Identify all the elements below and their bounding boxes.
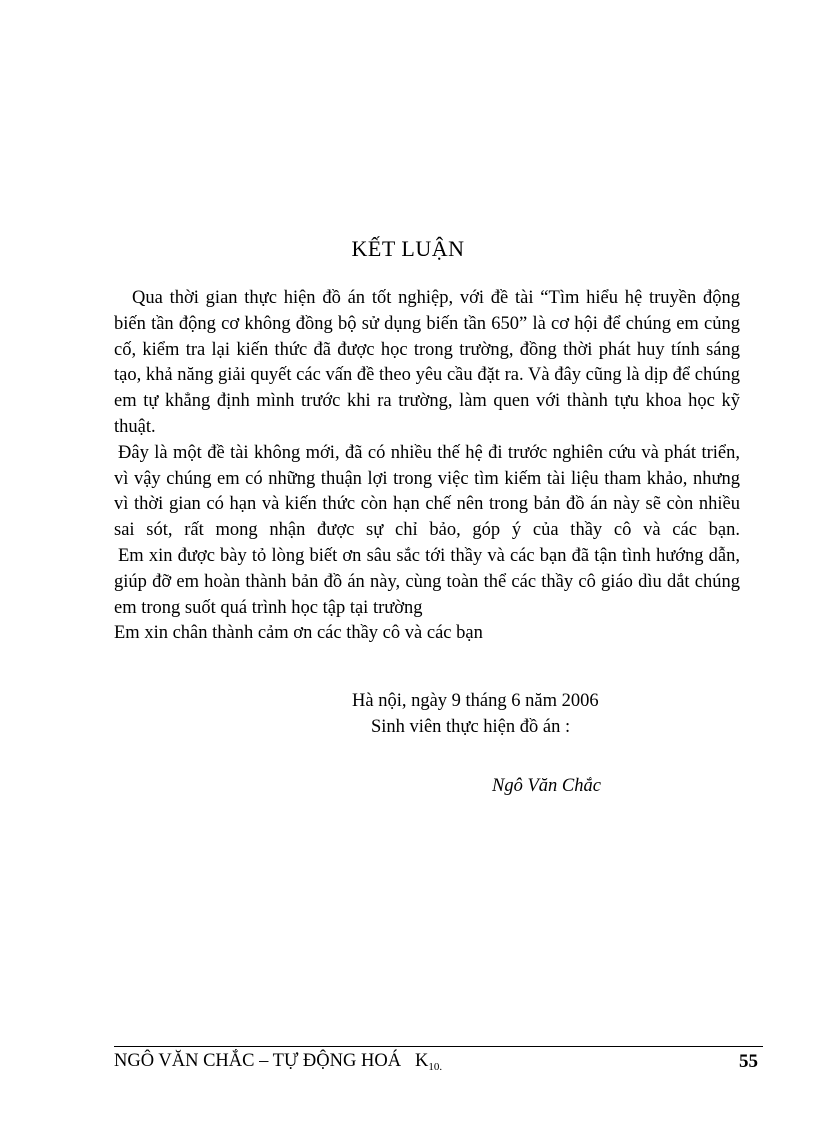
footer-author-dept: NGÔ VĂN CHẮC – TỰ ĐỘNG HOÁ <box>114 1051 402 1071</box>
paragraph-context: Đây là một đề tài không mới, đã có nhiều thế hệ đi trước nghiên cứu và phát triển, vì vậy chúng em có những thuận lợi trong việc tìm kiếm tài liệu tham khảo, nhưng vì thời gian có hạn và kiến thức còn hạn chế nên trong bản đồ án này sẽ còn nhiều sai sót, rất mong nhận được sự chỉ bảo, góp ý của thầy cô và các bạn. <box>114 442 740 541</box>
signature-block <box>352 688 599 740</box>
footer-divider <box>114 1046 763 1047</box>
signer-name: Ngô Văn Chắc <box>492 776 601 796</box>
paragraph-closing: Em xin chân thành cảm ơn các thầy cô và các bạn <box>114 623 483 644</box>
paragraph-thanks: Em xin được bày tỏ lòng biết ơn sâu sắc tới thầy và các bạn đã tận tình hướng dẫn, giúp đỡ em hoàn thành bản đồ án này, cùng toàn thể các thầy cô giáo dìu dắt chúng em trong suốt quá trình học tập tại trường <box>114 545 740 618</box>
document-body <box>114 286 740 647</box>
document-title: KẾT LUẬN <box>351 236 465 261</box>
page-number: 55 <box>739 1051 758 1072</box>
footer-author <box>114 1051 442 1073</box>
footer-class-sub: 10. <box>428 1061 443 1073</box>
signer-role: Sinh viên thực hiện đồ án : <box>371 717 571 737</box>
paragraph-intro: Qua thời gian thực hiện đồ án tốt nghiệp, với đề tài “Tìm hiểu hệ truyền động biến tần động cơ không đồng bộ sử dụng biến tần 650” là cơ hội để chúng em củng cố, kiểm tra lại kiến thức đã được học trong trường, đồng thời phát huy tính sáng tạo, khả năng giải quyết các vấn đề theo yêu cầu đặt ra. Và đây cũng là dịp để chúng em tự khẳng định mình trước khi ra trường, làm quen với thành tựu khoa học kỹ thuật. <box>114 288 740 437</box>
footer-class-code: K <box>414 1051 429 1071</box>
place-date: Hà nội, ngày 9 tháng 6 năm 2006 <box>352 691 599 711</box>
